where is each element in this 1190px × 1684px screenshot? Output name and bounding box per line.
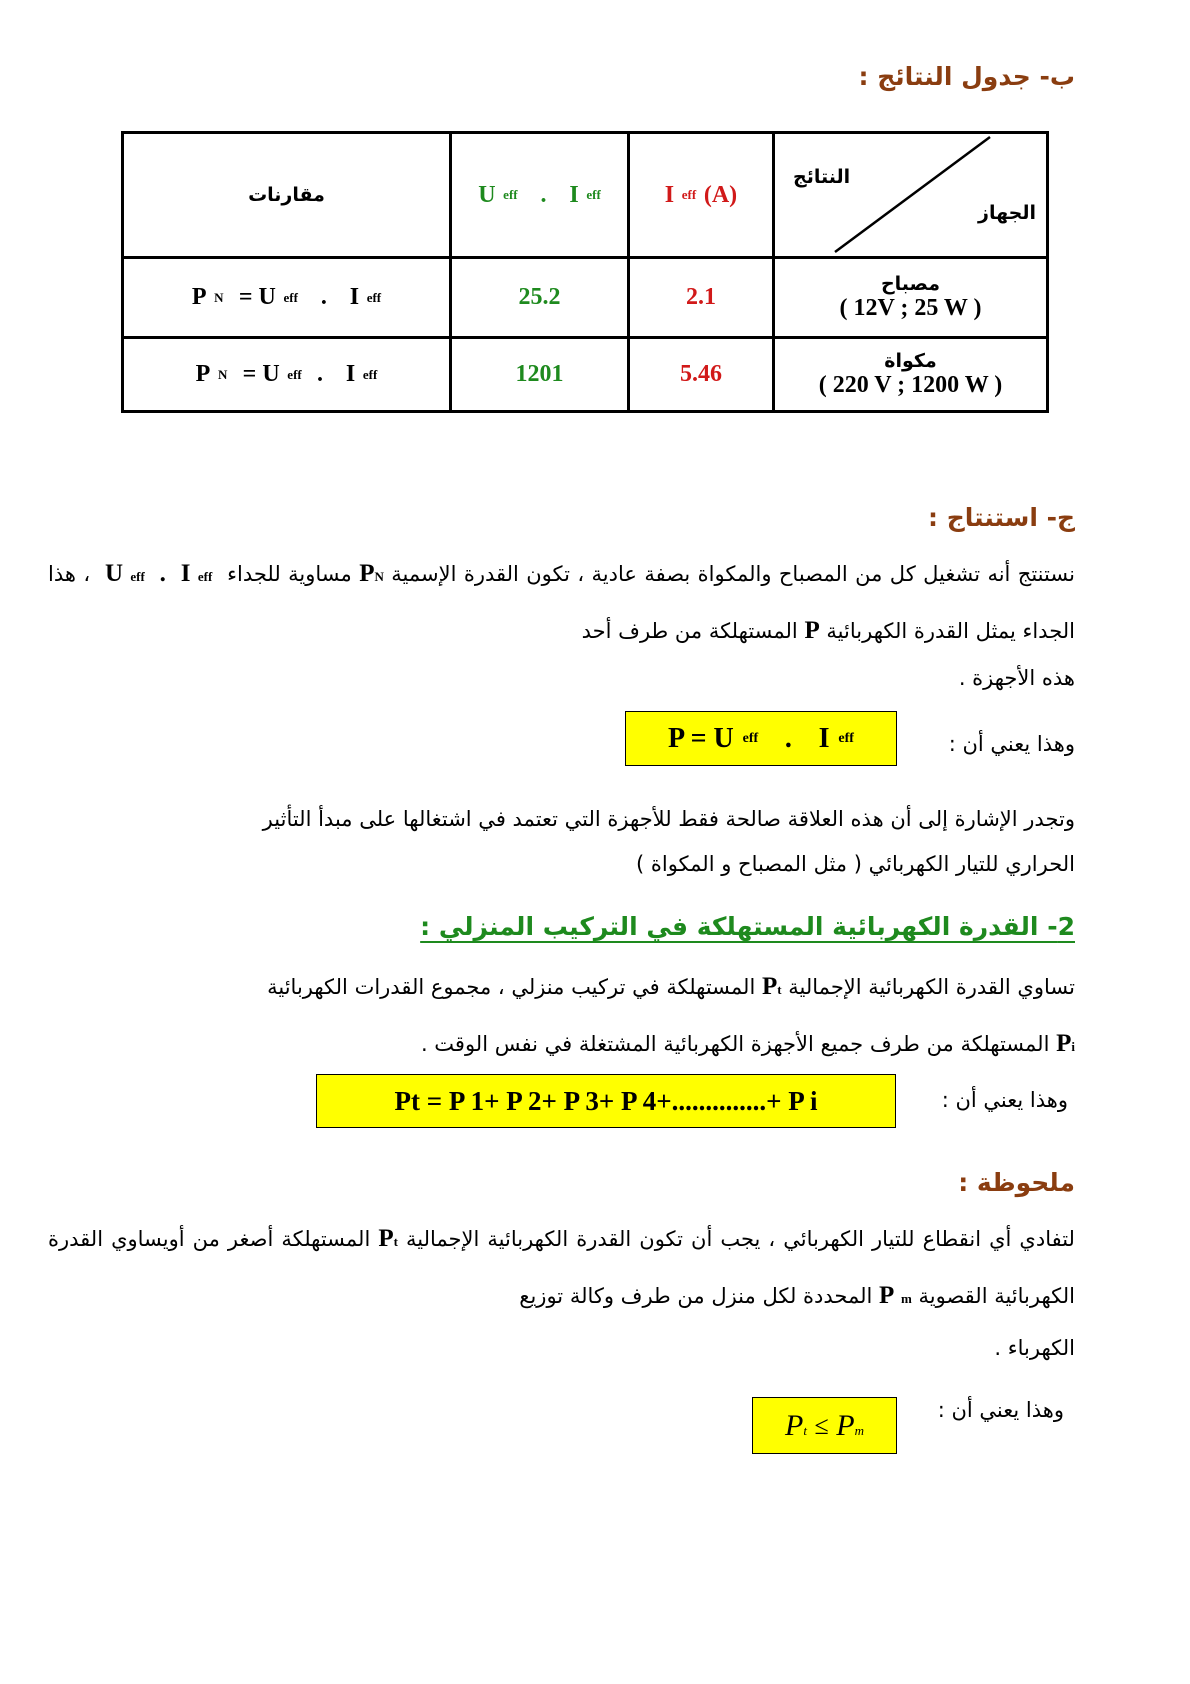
section-c-note-line2: الحراري للتيار الكهربائي ( مثل المصباح و المكواة ) [636, 852, 1075, 876]
results-table [121, 131, 1049, 413]
row1-current: 2.1 [686, 284, 716, 310]
section-c-means: وهذا يعني أن : [948, 732, 1075, 756]
section-b-title: ب- جدول النتائج : [858, 62, 1075, 91]
formula-max-power-box: P t ≤ P m [752, 1397, 897, 1454]
header-product: U eff . I eff [478, 181, 601, 208]
header-results: النتائج [793, 166, 851, 188]
remark-line3: الكهرباء . [994, 1336, 1075, 1360]
section-2-line2: Pi المستهلكة من طرف جميع الأجهزة الكهربائية المشتغلة في نفس الوقت . [420, 1030, 1075, 1057]
section-2-paragraph: تساوي القدرة الكهربائية الإجمالية Pt المستهلكة في تركيب منزلي ، مجموع القدرات الكهربائية [267, 973, 1075, 1000]
section-c-paragraph: نستنتج أنه تشغيل كل من المصباح والمكواة بصفة عادية ، تكون القدرة الإسمية PN مساوية للجداء U eff . I eff ، هذا الجداء يمثل القدرة الكهربائية P المستهلكة من طرف أحد [48, 560, 1075, 644]
row1-product: 25.2 [518, 284, 561, 310]
remark-paragraph: لتفادي أي انقطاع للتيار الكهربائي ، يجب أن تكون القدرة الكهربائية الإجمالية Pt المستهلكة أصغر من أويساوي القدرة الكهربائية القصوية P m المحددة لكل منزل من طرف وكالة توزيع [48, 1225, 1075, 1309]
row2-current: 5.46 [680, 361, 722, 387]
row1-compare: P N = U eff . I eff [191, 284, 382, 310]
diagonal-divider [775, 134, 1046, 256]
header-device-results-cell [775, 134, 1046, 256]
row2-compare: P N = U eff . I eff [195, 361, 378, 387]
formula-power-box: P = U eff . I eff [625, 711, 897, 766]
header-current: I eff (A) [664, 181, 738, 208]
header-device: الجهاز [978, 202, 1036, 224]
remark-title: ملحوظة : [958, 1168, 1075, 1197]
section-2-means: وهذا يعني أن : [941, 1088, 1068, 1112]
section-2-title: 2- القدرة الكهربائية المستهلكة في التركيب المنزلي : [420, 912, 1075, 941]
row1-device: مصباح ( 12V ; 25 W ) [839, 273, 982, 321]
formula-total-power-box: Pt = P 1+ P 2+ P 3+ P 4+..............+ P i [316, 1074, 896, 1128]
remark-means: وهذا يعني أن : [937, 1398, 1064, 1422]
row2-device: مكواة ( 220 V ; 1200 W ) [818, 350, 1003, 398]
section-c-note: وتجدر الإشارة إلى أن هذه العلاقة صالحة فقط للأجهزة التي تعتمد في اشتغالها على مبدأ التأثير [262, 807, 1075, 831]
header-compare: مقارنات [248, 184, 325, 206]
section-c-line3: هذه الأجهزة . [958, 666, 1075, 690]
section-c-title: ج- استنتاج : [928, 503, 1075, 532]
row2-product: 1201 [515, 361, 564, 387]
